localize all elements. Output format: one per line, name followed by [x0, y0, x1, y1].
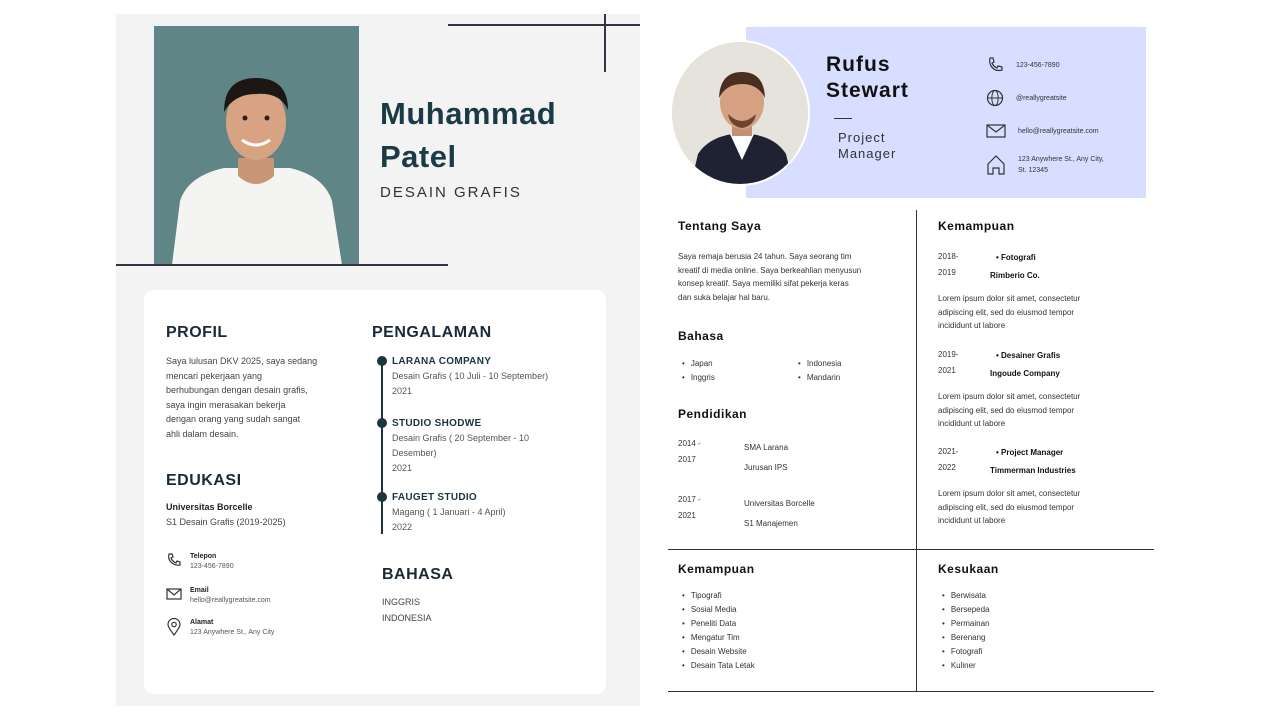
profile-line: saya ingin merasakan bekerja: [166, 399, 286, 410]
desc-line: Lorem ipsum dolor sit amet, consectetur: [938, 489, 1081, 498]
experience-title: STUDIO SHODWE: [392, 418, 482, 429]
timeline-line: [381, 362, 383, 534]
year-end: 2021: [938, 366, 956, 375]
decor-line-top: [448, 24, 640, 26]
hobby-item: • Berenang: [942, 631, 990, 645]
experience-title: • Desainer Grafis: [996, 351, 1061, 360]
phone-icon: [166, 552, 182, 568]
language-list: [682, 357, 715, 385]
profile-photo: [670, 40, 810, 186]
contact-label: Telepon: [190, 553, 217, 560]
year-start: 2021-: [938, 447, 959, 456]
mail-icon: [986, 122, 1006, 140]
hobby-item: • Fotografi: [942, 645, 990, 659]
experience-item: [392, 416, 529, 476]
education-year: [678, 492, 701, 524]
experience-detail: Desember): [392, 448, 437, 458]
experience-heading: Kemampuan: [938, 219, 1015, 233]
skill-item: • Peneliti Data: [682, 617, 755, 631]
experience-heading: PENGALAMAN: [372, 324, 492, 341]
contact-value: 123 Anywhere St., Any City: [190, 629, 275, 636]
experience-company: Rimberio Co.: [990, 271, 1040, 280]
contact-email: [986, 122, 1099, 140]
phone-icon: [986, 56, 1004, 74]
desc-line: adipiscing elit, sed do eiusmod tempor: [938, 405, 1075, 415]
profile-heading: PROFIL: [166, 324, 228, 341]
hobbies-heading: Kesukaan: [938, 562, 999, 576]
mail-icon: [166, 586, 182, 602]
contact-label: Email: [190, 587, 209, 594]
experience-title: • Fotografi: [996, 253, 1036, 262]
contact-web: [986, 89, 1067, 107]
language-list: [798, 357, 842, 385]
name-first: Muhammad: [380, 96, 557, 131]
experience-year: 2022: [392, 522, 413, 532]
skills-list: [682, 589, 755, 673]
year-end: 2017: [678, 455, 696, 464]
year-start: 2017 -: [678, 495, 701, 504]
contact-value: hello@reallygreatsite.com: [1018, 127, 1099, 135]
profile-text: [166, 354, 356, 441]
experience-desc: [938, 390, 1080, 431]
experience-company: Ingoude Company: [990, 369, 1060, 378]
education-text: [166, 500, 286, 529]
contact-address: [986, 154, 1104, 176]
name-last: Stewart: [826, 79, 909, 102]
cv-muhammad-patel: [116, 14, 640, 706]
person-photo-icon: [672, 42, 810, 186]
person-photo-icon: [154, 26, 359, 265]
experience-detail: Magang ( 1 Januari - 4 April): [392, 507, 506, 517]
contact-label: Alamat: [190, 619, 214, 626]
experience-company: Timmerman Industries: [990, 466, 1076, 475]
name-last: Patel: [380, 139, 457, 174]
language-list: [382, 594, 432, 626]
experience-year: [938, 347, 958, 379]
profile-line: dengan orang yang sudah sangat: [166, 414, 301, 424]
education-school: Universitas Borcelle: [166, 502, 253, 512]
experience-item: [392, 490, 506, 535]
language-item: INGGRIS: [382, 597, 421, 607]
language-item: • Japan: [682, 357, 715, 371]
address-line: St. 12345: [1018, 167, 1048, 174]
contact-phone: [166, 552, 234, 573]
education-school: Universitas Borcelle: [744, 499, 815, 508]
hobby-item: • Kuliner: [942, 659, 990, 673]
experience-desc: [938, 292, 1080, 333]
decor-line-vertical: [604, 14, 606, 72]
hobbies-list: [942, 589, 990, 673]
job-role: [838, 130, 896, 162]
timeline-dot: [377, 492, 387, 502]
bottom-divider: [668, 691, 1154, 692]
profile-line: mencari pekerjaan yang: [166, 370, 263, 381]
experience-item: [392, 354, 548, 399]
skill-item: • Desain Website: [682, 645, 755, 659]
experience-desc: [938, 487, 1080, 528]
about-text: [678, 250, 908, 304]
education-major: S1 Manajemen: [744, 519, 798, 528]
address-line: 123 Anywhere St., Any City,: [1018, 156, 1104, 163]
column-divider: [916, 210, 917, 692]
contact-value: 123-456-7890: [190, 563, 234, 570]
section-divider: [668, 549, 1154, 550]
experience-year: [938, 249, 958, 281]
experience-year: 2021: [392, 386, 413, 396]
desc-line: Lorem ipsum dolor sit amet, consectetur: [938, 392, 1081, 401]
language-item: INDONESIA: [382, 613, 432, 623]
experience-detail: Desain Grafis ( 10 Juli - 10 September): [392, 371, 549, 381]
home-icon: [986, 154, 1006, 176]
skill-item: • Desain Tata Letak: [682, 659, 755, 673]
year-end: 2022: [938, 463, 956, 472]
language-heading: BAHASA: [382, 566, 454, 583]
language-item: • Indonesia: [798, 357, 842, 371]
desc-line: Lorem ipsum dolor sit amet, consectetur: [938, 294, 1081, 303]
skill-item: • Tipografi: [682, 589, 755, 603]
education-heading: Pendidikan: [678, 407, 748, 421]
desc-line: incididunt ut labore: [938, 419, 1006, 428]
language-item: • Inggris: [682, 371, 715, 385]
about-line: kreatif di media online. Saya berkeahlian menyusun: [678, 265, 862, 275]
year-end: 2019: [938, 268, 956, 277]
experience-year: [938, 444, 958, 476]
skill-item: • Mengatur Tim: [682, 631, 755, 645]
globe-icon: [986, 89, 1004, 107]
hobby-item: • Bersepeda: [942, 603, 990, 617]
contact-address: [166, 618, 274, 639]
experience-title-text: Project Manager: [1001, 448, 1064, 457]
year-start: 2019-: [938, 350, 959, 359]
cv-content-card: [144, 290, 606, 694]
decor-line-bottom: [116, 264, 448, 266]
education-heading: EDUKASI: [166, 472, 242, 489]
profile-line: berhubungan dengan desain grafis,: [166, 385, 308, 395]
desc-line: incididunt ut labore: [938, 516, 1006, 525]
education-item: [744, 438, 788, 478]
skills-heading: Kemampuan: [678, 562, 755, 576]
cv-rufus-stewart: [658, 18, 1158, 702]
language-item: • Mandarin: [798, 371, 842, 385]
about-heading: Tentang Saya: [678, 219, 762, 233]
year-start: 2018-: [938, 252, 959, 261]
contact-value: [1018, 154, 1104, 176]
timeline-dot: [377, 356, 387, 366]
education-school: SMA Larana: [744, 443, 789, 452]
about-line: konsep kreatif. Saya memiliki sifat pekerja keras: [678, 279, 849, 288]
name-title: [380, 92, 556, 178]
contact-value: @reallygreatsite: [1016, 94, 1067, 102]
desc-line: incididunt ut labore: [938, 321, 1006, 330]
desc-line: adipiscing elit, sed do eiusmod tempor: [938, 502, 1075, 512]
education-major: Jurusan IPS: [744, 463, 788, 472]
experience-detail: Desain Grafis ( 20 September - 10: [392, 433, 530, 443]
experience-title: LARANA COMPANY: [392, 356, 492, 367]
experience-title-text: Fotografi: [1001, 253, 1036, 262]
contact-email: [166, 586, 271, 607]
education-degree: S1 Desain Grafis (2019-2025): [166, 516, 286, 527]
profile-photo: [154, 26, 359, 265]
location-icon: [166, 618, 182, 636]
decor-dash: [834, 118, 852, 119]
profile-line: ahli dalam desain.: [166, 428, 239, 439]
experience-year: 2021: [392, 463, 413, 473]
experience-title: FAUGET STUDIO: [392, 492, 478, 503]
hobby-item: • Berwisata: [942, 589, 990, 603]
about-line: Saya remaja berusia 24 tahun. Saya seorang tim: [678, 252, 852, 261]
year-start: 2014 -: [678, 439, 701, 448]
role-line: Manager: [838, 146, 897, 161]
experience-title: • Project Manager: [996, 448, 1064, 457]
contact-value: 123-456-7890: [1016, 61, 1060, 69]
year-end: 2021: [678, 511, 696, 520]
job-role: DESAIN GRAFIS: [380, 184, 522, 201]
education-year: [678, 436, 701, 468]
education-item: [744, 494, 815, 534]
contact-phone: [986, 56, 1060, 74]
hobby-item: • Permainan: [942, 617, 990, 631]
role-line: Project: [838, 130, 886, 145]
timeline-dot: [377, 418, 387, 428]
language-heading: Bahasa: [678, 329, 724, 343]
about-line: dan suka belajar hal baru.: [678, 292, 771, 302]
name-title: [826, 52, 909, 104]
contact-value: hello@reallygreatsite.com: [190, 597, 271, 604]
name-first: Rufus: [826, 53, 891, 76]
experience-title-text: Desainer Grafis: [1001, 351, 1061, 360]
skill-item: • Sosial Media: [682, 603, 755, 617]
desc-line: adipiscing elit, sed do eiusmod tempor: [938, 307, 1075, 317]
profile-line: Saya lulusan DKV 2025, saya sedang: [166, 356, 318, 366]
